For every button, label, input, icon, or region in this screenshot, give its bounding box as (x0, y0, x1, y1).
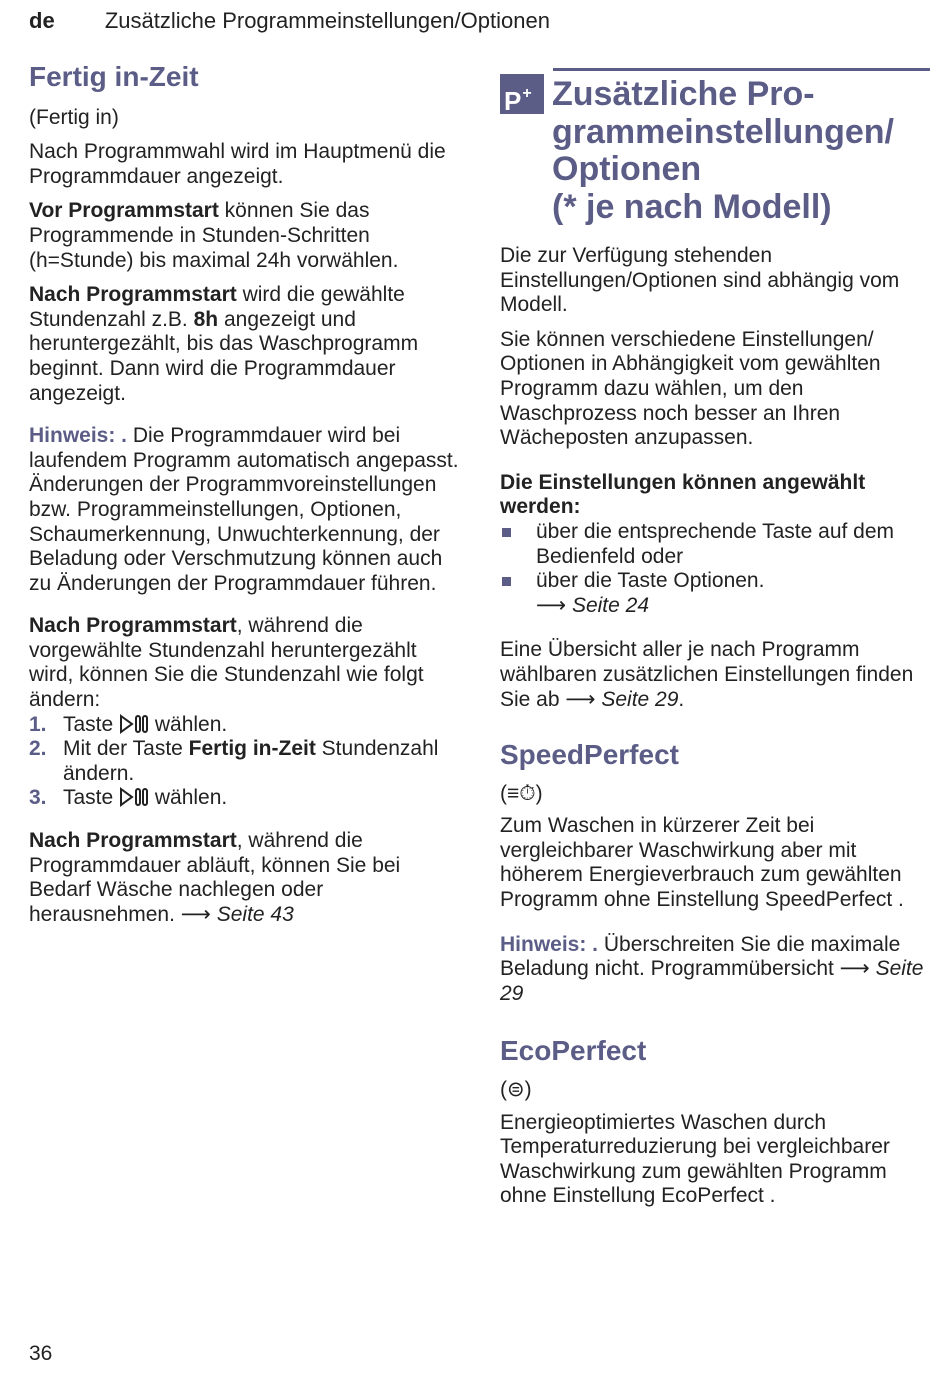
language-code: de (29, 8, 55, 33)
step-number: 3. (29, 786, 47, 810)
paragraph-text: angezeigt und heruntergezählt, bis das Waschprogramm beginnt. Dann wird die Programmdauer angezeigt. (29, 307, 419, 405)
page-reference[interactable]: Seite 24 (571, 593, 650, 617)
paragraph-before-start (29, 199, 459, 273)
list-item (29, 786, 459, 811)
paragraph-text: können Sie das Programmende in Stunden-Schritten (h=Stunde) bis maximal 24h vorwählen. (29, 199, 399, 272)
hint-paragraph (29, 424, 459, 596)
paragraph-after-start (29, 283, 459, 406)
chapter-title-line: Zusätzliche Pro- (552, 75, 815, 113)
paragraph-availability: Die zur Verfügung stehenden Einstellungen/Optionen sind abhängig vom Modell. (500, 244, 900, 317)
paragraph-program-duration: Nach Programmwahl wird im Hauptmenü die Programmdauer angezeigt. (29, 140, 446, 188)
page-number: 36 (29, 1342, 53, 1365)
hint-label: Hinweis: . (29, 424, 128, 448)
right-column (500, 244, 930, 1209)
chapter-title (552, 76, 932, 226)
bold-label: Nach Programmstart (29, 614, 237, 638)
bold-label: Nach Programmstart (29, 283, 237, 307)
left-column (29, 60, 459, 927)
options-icon: P+ (500, 74, 544, 114)
bold-value: 8h (193, 307, 219, 331)
arrow-icon: ⟶ (565, 687, 596, 711)
hint-text: Überschreiten Sie die maximale Beladung nicht. Programmübersicht (500, 932, 901, 981)
paragraph-overview: Eine Übersicht aller je nach Programm wählbaren zusätzlichen Einstellungen finden Sie ab ⟶ Seite 29. (500, 638, 914, 711)
bullet-square-icon (502, 528, 511, 537)
step-text: Stundenzahl ändern. (63, 737, 439, 785)
selection-heading: Die Einstellungen können angewählt werden: (500, 470, 866, 519)
step-text: Mit der Taste (63, 737, 189, 761)
start-pause-icon (119, 714, 149, 734)
speedperfect-description: Zum Waschen in kürzerer Zeit bei vergleichbarer Waschwirkung aber mit höherem Energieverbrauch zum gewählten Programm ohne Einstellung SpeedPerfect . (500, 814, 904, 912)
step-text: wählen. (149, 712, 228, 736)
ecoperfect-symbol: (⊜) (500, 1078, 532, 1102)
page-reference[interactable]: Seite 29 (500, 957, 924, 1005)
chapter-title-line: (* je nach Modell) (552, 187, 832, 226)
list-item (500, 520, 930, 569)
step-text: wählen. (149, 786, 228, 810)
speedperfect-hint (500, 933, 930, 1007)
step-number: 2. (29, 737, 47, 761)
header-title: Zusätzliche Programmeinstellungen/Optionen (104, 8, 550, 33)
step-text: Taste (63, 712, 120, 736)
list-item (500, 569, 930, 618)
step-number: 1. (29, 712, 47, 736)
ecoperfect-description: Energieoptimiertes Waschen durch Temperaturreduzierung bei vergleichbarer Waschwirkung zum gewählten Programm ohne Einstellung EcoPerfect . (500, 1110, 890, 1208)
paragraph-text: Eine Übersicht aller je nach Programm wählbaren zusätzlichen Einstellungen finden Sie ab (500, 638, 914, 711)
speedperfect-symbol: (≡⏱) (500, 781, 543, 805)
step-text: Taste (63, 786, 120, 810)
hint-text: Die Programmdauer wird bei laufendem Programm automatisch angepasst. Änderungen der Programmvoreinstellungen bzw. Programmeinstellungen, Optionen, Schaumerkennung, Unwuchterkennung, der Beladung oder Verschmutzung können auch zu Änderungen der Programmdauer führen. (29, 424, 459, 595)
bullet-text: über die Taste Optionen. (536, 569, 765, 593)
bold-label: Vor Programmstart (29, 199, 219, 223)
paragraph-text: , während die vorgewählte Stundenzahl heruntergezählt wird, können Sie die Stundenzahl wie folgt ändern: (29, 614, 424, 712)
chapter-title-line: grammeinstellungen/ (552, 112, 894, 151)
bullet-list (500, 520, 930, 618)
paragraph-text: , während die Programmdauer abläuft, können Sie bei Bedarf Wäsche nachlegen oder herausnehmen. (29, 829, 401, 926)
step-bold: Fertig in-Zeit (188, 737, 316, 761)
paragraph-text: wird die gewählte Stundenzahl z.B. (29, 283, 405, 331)
hint-label: Hinweis: . (500, 932, 599, 956)
arrow-icon: ⟶ (180, 902, 211, 926)
title-rule (553, 68, 930, 71)
page-reference[interactable]: Seite 43 (216, 902, 294, 926)
bold-label: Nach Programmstart (29, 829, 237, 853)
section-heading-ecoperfect: EcoPerfect (500, 1035, 647, 1067)
paragraph-change-hours (29, 614, 459, 712)
bullet-text: über die entsprechende Taste auf dem Bedienfeld oder (536, 519, 895, 568)
bullet-square-icon (502, 577, 511, 586)
steps-list (29, 713, 459, 811)
arrow-icon: ⟶ (536, 593, 567, 617)
paragraph-options: Sie können verschiedene Einstellungen/ Optionen in Abhängigkeit vom gewählten Programm dazu wählen, um den Waschprozess noch besser an Ihren Wächeposten anzupassen. (500, 327, 881, 450)
page-header (29, 8, 550, 34)
section-heading-fertig-in-zeit: Fertig in-Zeit (29, 61, 199, 92)
section-subtitle: (Fertig in) (29, 105, 119, 129)
page-reference[interactable]: Seite 29 (601, 687, 679, 711)
chapter-title-line: Optionen (552, 150, 702, 188)
arrow-icon: ⟶ (839, 957, 870, 981)
start-pause-icon (119, 787, 149, 807)
list-item (29, 713, 459, 738)
list-item (29, 737, 459, 786)
paragraph-during-program (29, 829, 459, 927)
section-heading-speedperfect: SpeedPerfect (500, 739, 679, 771)
